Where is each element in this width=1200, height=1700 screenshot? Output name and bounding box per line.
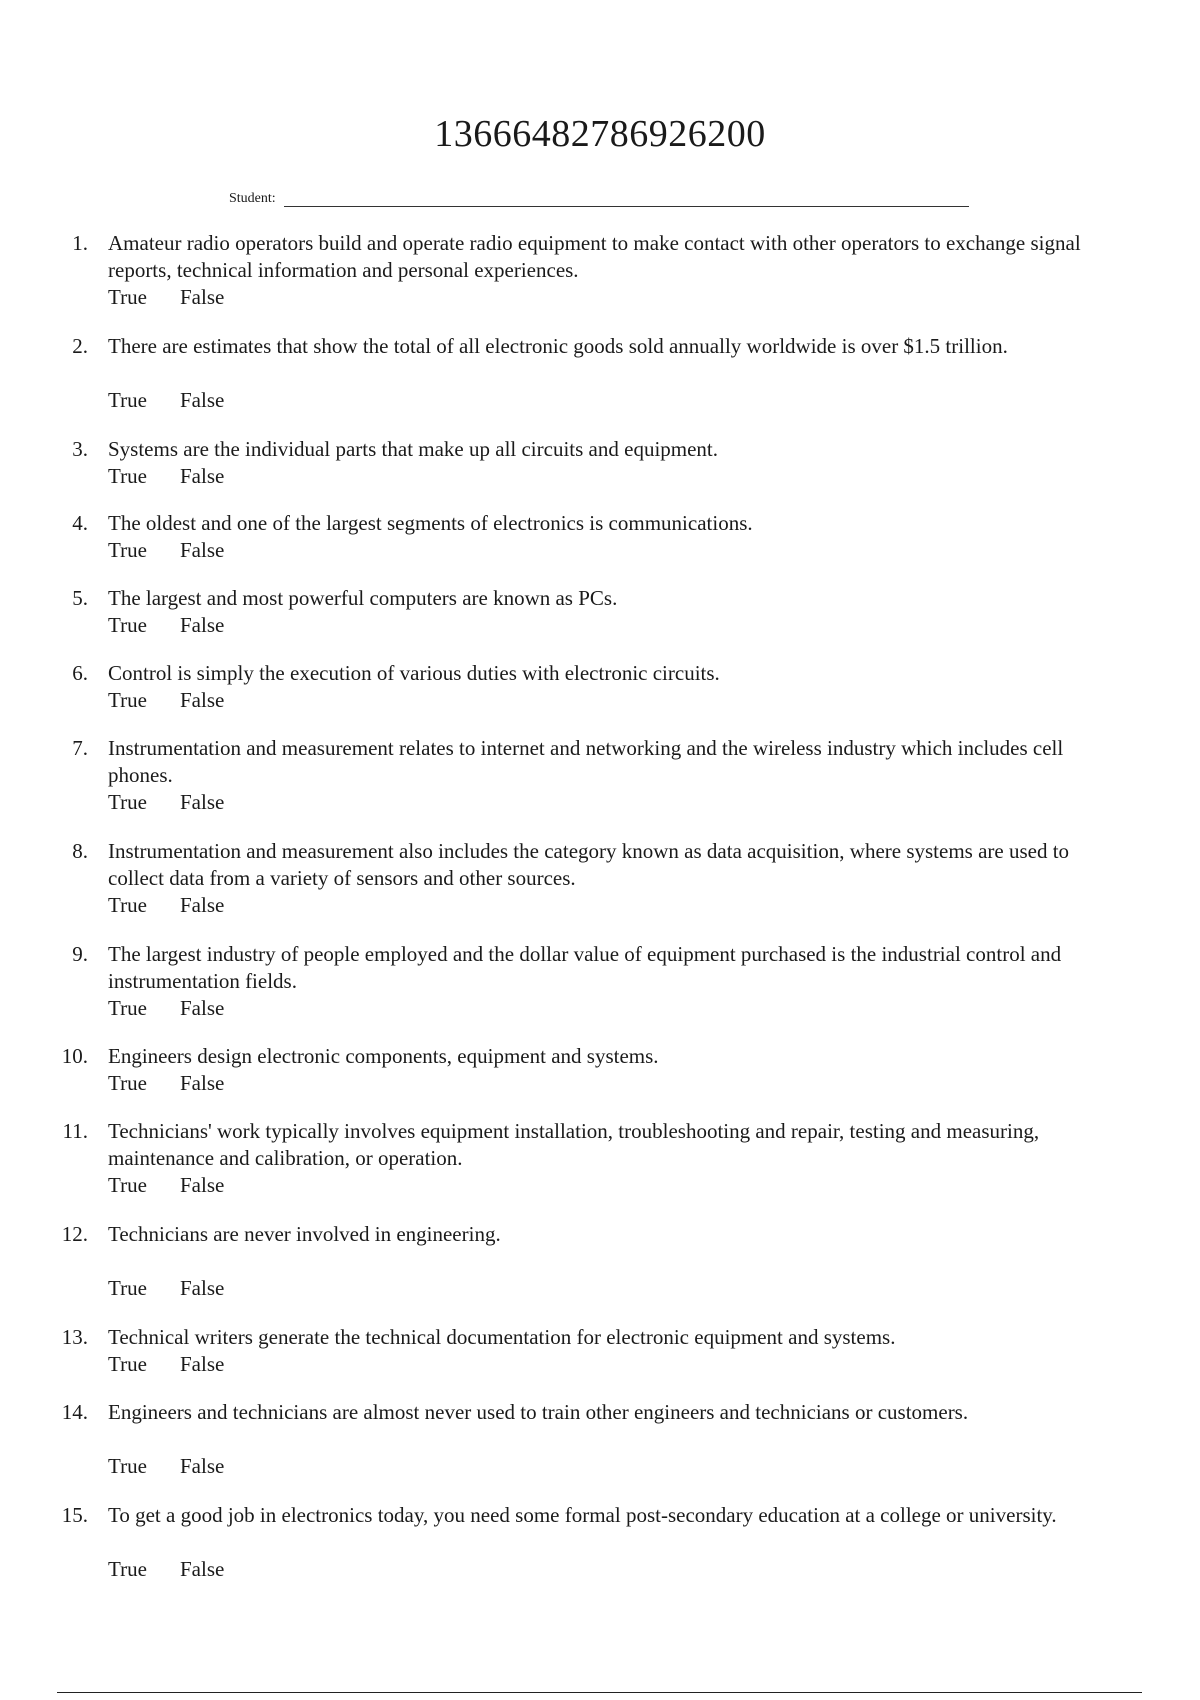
document-title: 13666482786926200 (434, 113, 766, 155)
answer-false[interactable]: False (180, 1352, 225, 1376)
question-text: The oldest and one of the largest segments of electronics is communications. (108, 511, 753, 535)
student-label: Student: (229, 191, 276, 206)
answer-false[interactable]: False (180, 613, 225, 637)
question-text: To get a good job in electronics today, you need some formal post-secondary education at a college or university. (108, 1503, 1057, 1527)
question-number: 6. (72, 661, 88, 685)
answer-false[interactable]: False (180, 538, 225, 562)
question-number: 3. (72, 437, 88, 461)
answer-false[interactable]: False (180, 285, 225, 309)
answer-options (108, 537, 224, 564)
answer-options (108, 1275, 224, 1302)
answer-options (108, 1453, 224, 1480)
answer-true[interactable]: True (108, 996, 147, 1020)
answer-true[interactable]: True (108, 1557, 147, 1581)
answer-true[interactable]: True (108, 1173, 147, 1197)
answer-options (108, 1351, 224, 1378)
student-name-line (284, 188, 969, 207)
student-name-row (229, 188, 969, 207)
question-text: Engineers and technicians are almost never used to train other engineers and technicians or customers. (108, 1400, 969, 1424)
question-number: 1. (72, 231, 88, 255)
question-text: Instrumentation and measurement also includes the category known as data acquisition, where systems are used to collect data from a variety of sensors and other sources. (108, 839, 1070, 890)
answer-false[interactable]: False (180, 996, 225, 1020)
question-number: 14. (61, 1400, 88, 1424)
answer-false[interactable]: False (180, 893, 225, 917)
question-number: 12. (61, 1222, 88, 1246)
question-number: 9. (72, 942, 88, 966)
question-number: 15. (61, 1503, 88, 1527)
question-number: 13. (61, 1325, 88, 1349)
answer-true[interactable]: True (108, 538, 147, 562)
answer-false[interactable]: False (180, 688, 225, 712)
answer-true[interactable]: True (108, 1352, 147, 1376)
answer-options (108, 687, 224, 714)
question-number: 7. (72, 736, 88, 760)
question-text: The largest industry of people employed and the dollar value of equipment purchased is the industrial control and instrumentation fields. (108, 942, 1062, 993)
answer-true[interactable]: True (108, 893, 147, 917)
answer-options (108, 892, 224, 919)
answer-options (108, 789, 224, 816)
question-number: 8. (72, 839, 88, 863)
question-text: Technicians' work typically involves equipment installation, troubleshooting and repair, testing and measuring, maintenance and calibration, or operation. (108, 1119, 1040, 1170)
footer-rule (57, 1692, 1142, 1693)
answer-true[interactable]: True (108, 613, 147, 637)
answer-false[interactable]: False (180, 1071, 225, 1095)
answer-true[interactable]: True (108, 790, 147, 814)
answer-true[interactable]: True (108, 688, 147, 712)
question-text: There are estimates that show the total of all electronic goods sold annually worldwide is over $1.5 trillion. (108, 334, 1008, 358)
answer-options (108, 1070, 224, 1097)
answer-false[interactable]: False (180, 790, 225, 814)
question-text: The largest and most powerful computers are known as PCs. (108, 586, 618, 610)
question-number: 11. (62, 1119, 88, 1143)
answer-false[interactable]: False (180, 1557, 225, 1581)
answer-true[interactable]: True (108, 1276, 147, 1300)
question-text: Instrumentation and measurement relates to internet and networking and the wireless industry which includes cell phones. (108, 736, 1064, 787)
question-number: 10. (61, 1044, 88, 1068)
answer-options (108, 995, 224, 1022)
question-text: Control is simply the execution of various duties with electronic circuits. (108, 661, 720, 685)
question-text: Systems are the individual parts that make up all circuits and equipment. (108, 437, 719, 461)
answer-options (108, 1556, 224, 1583)
answer-options (108, 463, 224, 490)
question-number: 5. (72, 586, 88, 610)
answer-true[interactable]: True (108, 285, 147, 309)
question-text: Technical writers generate the technical documentation for electronic equipment and systems. (108, 1325, 896, 1349)
answer-options (108, 612, 224, 639)
answer-true[interactable]: True (108, 1071, 147, 1095)
answer-false[interactable]: False (180, 1173, 225, 1197)
answer-options (108, 1172, 224, 1199)
question-text: Technicians are never involved in engineering. (108, 1222, 501, 1246)
answer-options (108, 284, 224, 311)
answer-false[interactable]: False (180, 1454, 225, 1478)
answer-false[interactable]: False (180, 1276, 225, 1300)
question-text: Amateur radio operators build and operate radio equipment to make contact with other operators to exchange signal reports, technical information and personal experiences. (108, 231, 1081, 282)
question-number: 2. (72, 334, 88, 358)
answer-false[interactable]: False (180, 388, 225, 412)
question-text: Engineers design electronic components, equipment and systems. (108, 1044, 659, 1068)
answer-true[interactable]: True (108, 388, 147, 412)
answer-false[interactable]: False (180, 464, 225, 488)
answer-true[interactable]: True (108, 1454, 147, 1478)
answer-true[interactable]: True (108, 464, 147, 488)
answer-options (108, 387, 224, 414)
question-number: 4. (72, 511, 88, 535)
